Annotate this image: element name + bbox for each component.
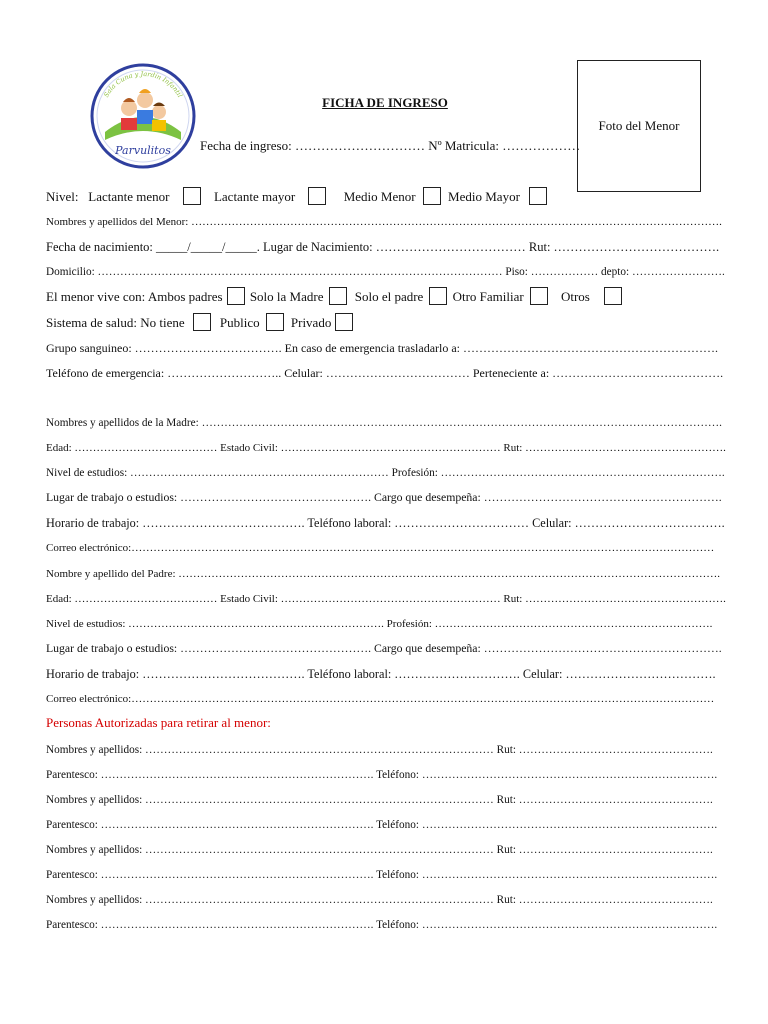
form-title: FICHA DE INGRESO [322, 95, 448, 110]
father-email-field[interactable]: Correo electrónico:…………………………………………………………………………………………………………………………………………… [46, 693, 715, 705]
nivel-option-label: Lactante mayor [213, 189, 296, 204]
father-studies-field[interactable]: Nivel de estudios: ……………………………………………………………. Profesión: …………………………………………………………………. [46, 618, 713, 630]
nivel-option-label: Medio Mayor [448, 189, 520, 204]
solo-madre-checkbox[interactable] [329, 287, 347, 305]
authorized-name-field[interactable]: Nombres y apellidos: ………………………………………………………………………………… Rut: ……………………………………………. [46, 894, 713, 906]
nivel-medio-mayor-checkbox[interactable] [529, 187, 547, 205]
salud-option-label: Privado [290, 315, 332, 330]
otro-familiar-checkbox[interactable] [530, 287, 548, 305]
authorized-name-field[interactable]: Nombres y apellidos: ………………………………………………………………………………… Rut: ……………………………………………. [46, 794, 713, 806]
ambos-padres-checkbox[interactable] [227, 287, 245, 305]
vive-option-label: Solo el padre [354, 289, 424, 304]
no-tiene-checkbox[interactable] [193, 313, 211, 331]
vive-con-label: El menor vive con: [46, 289, 146, 304]
photo-label: Foto del Menor [598, 118, 680, 133]
authorized-relation-field[interactable]: Parentesco: ………………………………………………………………. Teléfono: ……………………………………………………………………. [46, 869, 718, 881]
mother-age-field[interactable]: Edad: ………………………………… Estado Civil: …………………………………………………… Rut: ………………………………………………. [46, 442, 726, 454]
mother-schedule-field[interactable]: Horario de trabajo: …………………………………. Teléfono laboral: …………………………… Celular: ………………………………. [46, 516, 725, 530]
authorized-relation-field[interactable]: Parentesco: ………………………………………………………………. Teléfono: ……………………………………………………………………. [46, 919, 718, 931]
nivel-lactante-mayor-checkbox[interactable] [308, 187, 326, 205]
authorized-heading: Personas Autorizadas para retirar al menor: [46, 715, 271, 730]
photo-box[interactable] [577, 60, 701, 192]
mother-work-field[interactable]: Lugar de trabajo o estudios: …………………………………………. Cargo que desempeña: ……………………………………………………. [46, 491, 722, 504]
mother-studies-field[interactable]: Nivel de estudios: …………………………………………………………… Profesión: …………………………………………………………………. [46, 467, 725, 479]
solo-padre-checkbox[interactable] [429, 287, 447, 305]
privado-checkbox[interactable] [335, 313, 353, 331]
salud-option-label: No tiene [140, 315, 185, 330]
mother-email-field[interactable]: Correo electrónico:…………………………………………………………………………………………………………………………………………… [46, 542, 715, 554]
vive-option-label: Otros [560, 289, 590, 304]
child-name-field[interactable]: Nombres y apellidos del Menor: ………………………………………………………………………………………………………………………………. [46, 216, 722, 228]
vive-option-label: Solo la Madre [249, 289, 324, 304]
father-age-field[interactable]: Edad: ………………………………… Estado Civil: …………………………………………………… Rut: ………………………………………………. [46, 593, 726, 605]
authorized-relation-field[interactable]: Parentesco: ………………………………………………………………. Teléfono: ……………………………………………………………………. [46, 819, 718, 831]
nivel-label: Nivel: [46, 189, 79, 204]
logo-arc-text: Sala Cuna y Jardín Infantil [102, 69, 184, 99]
vive-option-label: Ambos padres [147, 289, 223, 304]
vive-con-row [46, 287, 625, 306]
nivel-lactante-menor-checkbox[interactable] [183, 187, 201, 205]
vive-option-label: Otro Familiar [452, 289, 524, 304]
logo-text: Parvulitos [115, 144, 171, 157]
fecha-ingreso-field[interactable]: Fecha de ingreso: ………………………… Nº Matricula: ……………… [200, 138, 581, 153]
otros-checkbox[interactable] [604, 287, 622, 305]
birth-field[interactable]: Fecha de nacimiento: _____/_____/_____. Lugar de Nacimiento: ……………………………… Rut: …………………………………. [46, 240, 720, 254]
emergency-phone-field[interactable]: Teléfono de emergencia: ……………………….. Celular: ……………………………… Perteneciente a: ……………………………………. [46, 366, 724, 380]
address-field[interactable]: Domicilio: ……………………………………………………………………………………………… Piso: ……………… depto: ……………………. [46, 266, 725, 278]
mother-name-field[interactable]: Nombres y apellidos de la Madre: …………………………………………………………………………………………………………………………. [46, 417, 722, 429]
nivel-option-label: Lactante menor [88, 189, 170, 204]
father-name-field[interactable]: Nombre y apellido del Padre: …………………………………………………………………………………………………………………………………. [46, 568, 721, 580]
salud-label: Sistema de salud: [46, 315, 137, 330]
nivel-option-label: Medio Menor [343, 189, 416, 204]
blood-type-field[interactable]: Grupo sanguineo: ………………………………. En caso de emergencia trasladarlo a: ………………………………………………………. [46, 341, 719, 355]
nivel-medio-menor-checkbox[interactable] [423, 187, 441, 205]
publico-checkbox[interactable] [266, 313, 284, 331]
kindergarten-logo [89, 62, 197, 170]
salud-row [46, 313, 356, 332]
authorized-name-field[interactable]: Nombres y apellidos: ………………………………………………………………………………… Rut: ……………………………………………. [46, 844, 713, 856]
nivel-row [46, 187, 550, 206]
father-schedule-field[interactable]: Horario de trabajo: …………………………………. Teléfono laboral: …………………………. Celular: ………………………………. [46, 667, 716, 681]
salud-option-label: Publico [219, 315, 260, 330]
authorized-relation-field[interactable]: Parentesco: ………………………………………………………………. Teléfono: ……………………………………………………………………. [46, 769, 718, 781]
father-work-field[interactable]: Lugar de trabajo o estudios: …………………………………………. Cargo que desempeña: ……………………………………………………. [46, 642, 722, 655]
authorized-name-field[interactable]: Nombres y apellidos: ………………………………………………………………………………… Rut: ……………………………………………. [46, 744, 713, 756]
